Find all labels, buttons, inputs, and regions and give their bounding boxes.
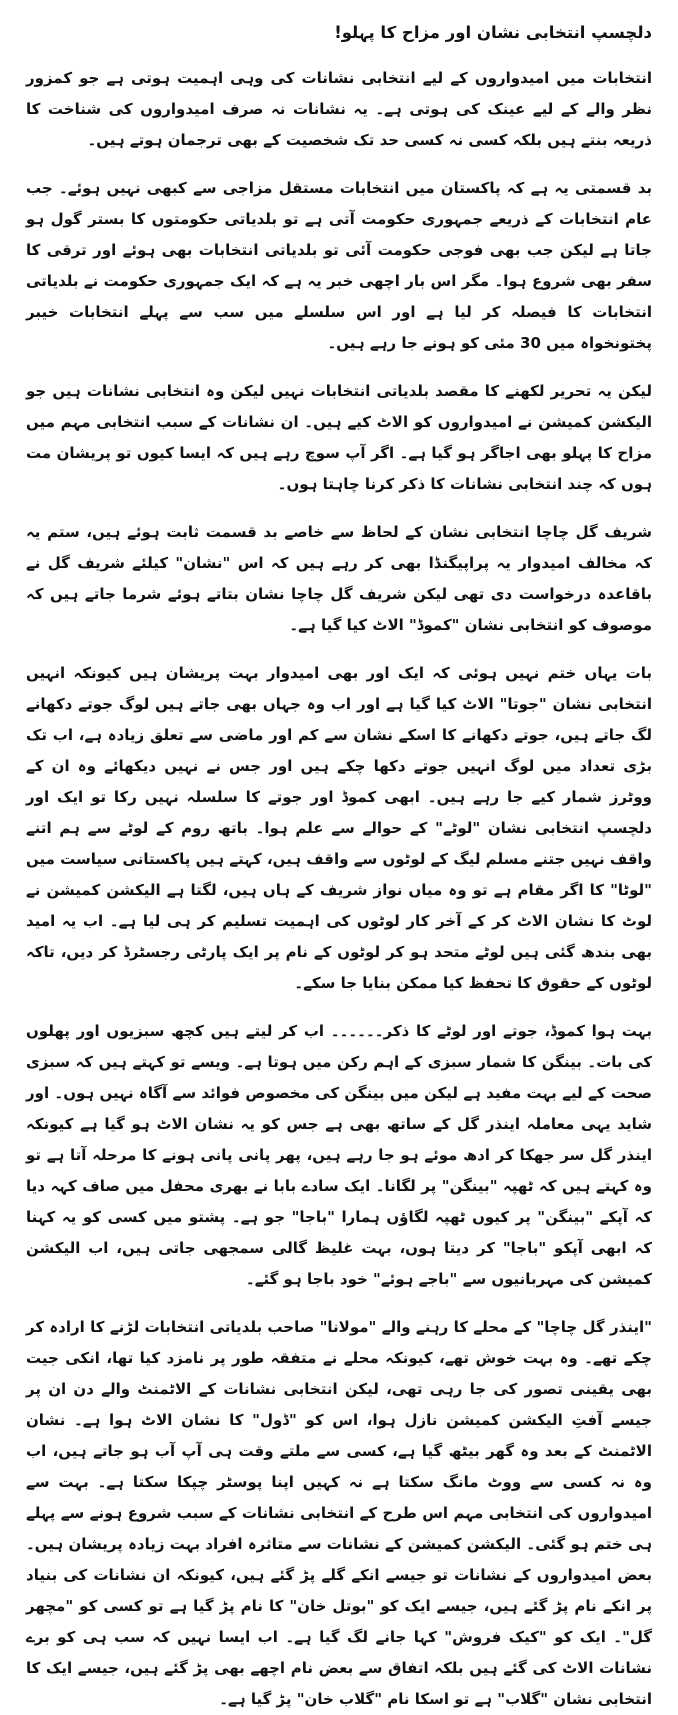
article-paragraph: لیکن یہ تحریر لکھنے کا مقصد بلدیاتی انتخابات نہیں لیکن وہ انتخابی نشانات ہیں جو الیکشن کمیشن نے امیدواروں کو الاٹ کیے ہیں۔ ان نشانات کے سبب انتخابی مہم میں مزاح کا پہلو بھی اجاگر ہو گیا ہے۔ اگر آپ سوچ رہے ہیں کہ ایسا کیوں تو پریشان مت ہوں کہ چند انتخابی نشانات کا ذکر کرنا چاہتا ہوں۔ [26, 382, 652, 494]
article-paragraph: بات یہاں ختم نہیں ہوئی کہ ایک اور بھی امیدوار بہت پریشان ہیں کیونکہ انہیں انتخابی نشان "جوتا" الاٹ کیا گیا ہے اور اب وہ جہاں بھی جاتے ہیں لوگ جوتے دکھانے لگ جاتے ہیں، جوتے دکھانے کا اسکے نشان سے کم اور ماضی سے تعلق زیادہ ہے، اب تک بڑی تعداد میں لوگ انہیں جوتے دکھا چکے ہیں اور جس نے نہیں دیکھائے وہ ان کے ووٹرز شمار کیے جا رہے ہیں۔ ابھی کموڈ اور جوتے کا سلسلہ نہیں رکا تو ایک اور دلچسپ انتخابی نشان "لوٹے" کے حوالے سے علم ہوا۔ باتھ روم کے لوٹے سے ہم اتنے واقف نہیں جتنے مسلم لیگ کے لوٹوں سے واقف ہیں، کہتے ہیں پاکستانی سیاست میں "لوٹا" کا اگر مقام ہے تو وہ میاں نواز شریف کے ہاں ہیں، لگتا ہے الیکشن کمیشن نے لوٹ کا نشان الاٹ کر کے آخر کار لوٹوں کی اہمیت تسلیم کر ہی لیا ہے۔ اب یہ امید بھی بندھ گئی ہیں لوٹے متحد ہو کر لوٹوں کے نام پر ایک پارٹی رجسٹرڈ کر دیں، تاکہ لوٹوں کے حقوق کا تحفظ کیا ممکن بنایا جا سکے۔ [26, 664, 652, 993]
article-title: دلچسپ انتخابی نشان اور مزاح کا پہلو! [334, 23, 652, 42]
article-paragraph: "اینذر گل چاچا" کے محلے کا رہنے والے "مولانا" صاحب بلدیاتی انتخابات لڑنے کا ارادہ کر چکے تھے۔ وہ بہت خوش تھے، کیونکہ محلے نے متفقہ طور پر نامزد کیا تھا، انکی جیت بھی یقینی تصور کی جا رہی تھی، لیکن انتخابی نشانات کے الاٹمنٹ والے دن ان پر جیسے آفتِ الیکشن کمیشن نازل ہوا، اس کو "ڈول" کا نشان الاٹ ہوا ہے۔ نشان الاٹمنٹ کے بعد وہ گھر بیٹھ گیا ہے، کسی سے ملتے وقت ہی آپ آب ہو جاتے ہیں، اب وہ نہ کسی سے ووٹ مانگ سکتا ہے نہ کہیں اپنا پوسٹر چپکا سکتا ہے۔ بہت سے امیدواروں کی انتخابی مہم اس طرح کے انتخابی نشانات کے سبب شروع ہونے سے پہلے ہی ختم ہو گئی۔ الیکشن کمیشن کے نشانات سے متاثرہ افراد بہت زیادہ پریشان ہیں۔ بعض امیدواروں کے نشانات تو جیسے انکے گلے پڑ گئے ہیں، کیونکہ ان نشانات کی بنیاد پر انکے نام پڑ گئے ہیں، جیسے ایک کو "بوتل خان" کا نام پڑ گیا ہے تو کسی کو "مچھر گل"۔ ایک کو "کیک فروش" کہا جانے لگ گیا ہے۔ اب ایسا نہیں کہ سب ہی کو برے نشانات الاٹ کی گئے ہیں بلکہ اتفاق سے بعض نام اچھے بھی پڑ گئے ہیں، جیسے ایک کا انتخابی نشان "گلاب" ہے تو اسکا نام "گلاب خان" پڑ گیا ہے۔ [26, 1318, 652, 1709]
article-paragraph: انتخابات میں امیدواروں کے لیے انتخابی نشانات کی وہی اہمیت ہوتی ہے جو کمزور نظر والے کے لیے عینک کی ہوتی ہے۔ یہ نشانات نہ صرف امیدواروں کی شناخت کا ذریعہ بنتے ہیں بلکہ کسی نہ کسی حد تک شخصیت کے بھی ترجمان ہوتے ہیں۔ [26, 69, 652, 150]
article-paragraph: شریف گل چاچا انتخابی نشان کے لحاظ سے خاصے بد قسمت ثابت ہوئے ہیں، ستم یہ کہ مخالف امیدوار یہ پراپیگنڈا بھی کر رہے ہیں کہ اس "نشان" کیلئے شریف گل نے باقاعدہ درخواست دی تھی لیکن شریف گل چاچا نشان بتاتے ہوئے شرما جاتے ہیں کہ موصوف کو انتخابی نشان "کموڈ" الاٹ کیا گیا ہے۔ [26, 523, 652, 635]
article-paragraph: بہت ہوا کموڈ، جوتے اور لوٹے کا ذکر۔۔۔۔۔۔ اب کر لیتے ہیں کچھ سبزیوں اور پھلوں کی بات۔ بینگن کا شمار سبزی کے اہم رکن میں ہوتا ہے۔ ویسے تو کہتے ہیں کہ سبزی صحت کے لیے بہت مفید ہے لیکن میں بینگن کی مخصوص فوائد سے آگاہ نہیں ہوں۔ اور شاید یہی معاملہ اینذر گل کے ساتھ بھی ہے جس کو یہ نشان الاٹ ہو گیا ہے کیونکہ اینذر گل سر جھکا کر ادھ موئے ہو جا رہے ہیں، پھر پانی پانی ہونے کا مرحلہ آتا ہے تو وہ کہتے ہیں کہ ٹھپہ "بینگن" پر لگانا۔ ایک سادے بابا نے بھری محفل میں صاف کہہ دیا کہ آپکے "بینگن" پر کیوں ٹھپہ لگاؤں ہمارا "باجا" جو ہے۔ پشتو میں کسی کو یہ کہنا کہ ابھی آپکو "باجا" کر دیتا ہوں، بہت غلیظ گالی سمجھی جاتی ہیں، اب الیکشن کمیشن کی مہربانیوں سے "باجے ہوئے" خود باجا ہو گئے۔ [26, 1022, 652, 1289]
article-paragraph: بد قسمتی یہ ہے کہ پاکستان میں انتخابات مستقل مزاجی سے کبھی نہیں ہوئے۔ جب عام انتخابات کے ذریعے جمہوری حکومت آتی ہے تو بلدیاتی حکومتوں کا بستر گول ہو جاتا ہے لیکن جب بھی فوجی حکومت آئی تو بلدیاتی انتخابات بھی ہوئے اور ترقی کا سفر بھی شروع ہوا۔ مگر اس بار اچھی خبر یہ ہے کہ ایک جمہوری حکومت نے بلدیاتی انتخابات کا فیصلہ کر لیا ہے اور اس سلسلے میں سب سے پہلے انتخابات خیبر پختونخواہ میں 30 مئی کو ہونے جا رہے ہیں۔ [26, 179, 652, 353]
